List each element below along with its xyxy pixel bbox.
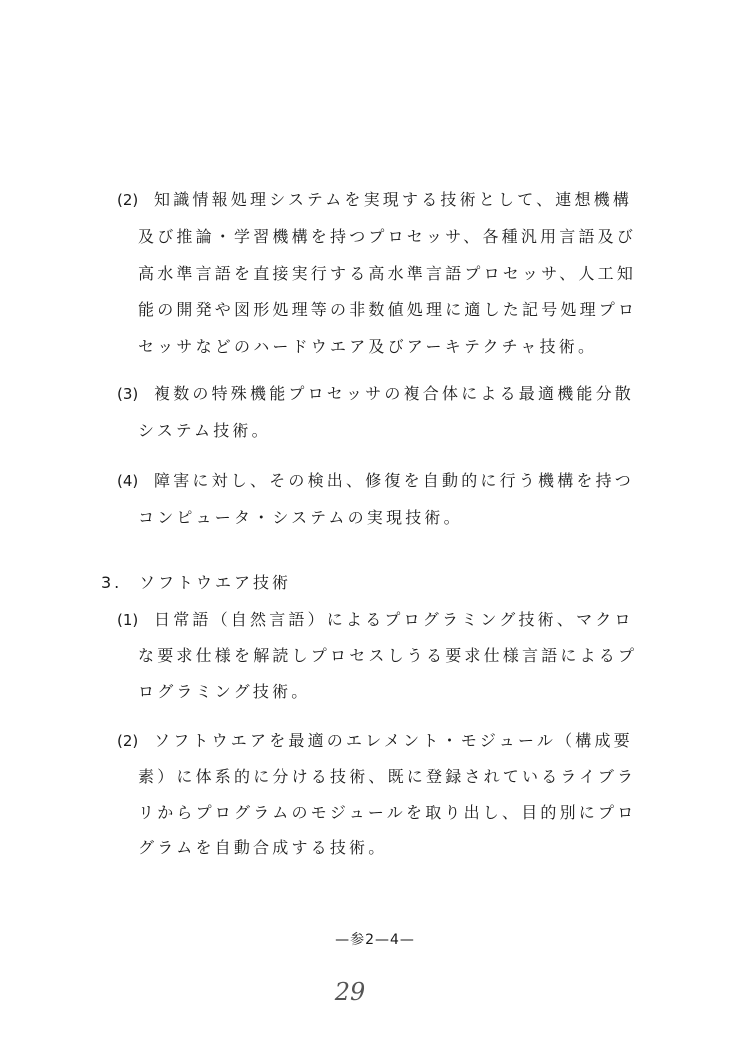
item-number: (4) bbox=[117, 472, 139, 490]
text-line: 能の開発や図形処理等の非数値処理に適した記号処理プロ bbox=[138, 300, 638, 319]
text-line: 知識情報処理システムを実現する技術として、連想機構 bbox=[154, 190, 633, 209]
item-number: (1) bbox=[117, 611, 139, 629]
text-line: 及び推論・学習機構を持つプロセッサ、各種汎用言語及び bbox=[138, 227, 637, 246]
text-line: リからプログラムのモジュールを取り出し、目的別にプロ bbox=[138, 803, 637, 822]
text-line: 複数の特殊機能プロセッサの複合体による最適機能分散 bbox=[154, 384, 635, 403]
page-footer: —参2—4— bbox=[335, 932, 415, 948]
text-line: グラムを自動合成する技術。 bbox=[138, 838, 388, 857]
item-number: (2) bbox=[117, 732, 139, 750]
text-line: 高水準言語を直接実行する高水準言語プロセッサ、人工知 bbox=[138, 264, 637, 283]
text-line: ソフトウエアを最適のエレメント・モジュール（構成要 bbox=[154, 731, 633, 750]
text-line: セッサなどのハードウエア及びアーキテクチャ技術。 bbox=[138, 337, 598, 356]
handwritten-page-number: 29 bbox=[334, 978, 366, 1006]
item-number: (3) bbox=[117, 385, 139, 403]
text-line: 障害に対し、その検出、修復を自動的に行う機構を持つ bbox=[154, 471, 635, 490]
heading-title: ソフトウエア技術 bbox=[139, 573, 292, 592]
text-line: 日常語（自然言語）によるプログラミング技術、マクロ bbox=[154, 610, 634, 629]
item-number: (2) bbox=[117, 191, 139, 209]
text-line: コンピュータ・システムの実現技術。 bbox=[138, 508, 463, 527]
text-line: ログラミング技術。 bbox=[138, 682, 311, 701]
text-line: な要求仕様を解読しプロセスしうる要求仕様言語によるプ bbox=[138, 646, 638, 665]
text-line: システム技術。 bbox=[138, 421, 271, 440]
heading-number: 3. bbox=[101, 573, 123, 592]
text-line: 素）に体系的に分ける技術、既に登録されているライブラ bbox=[138, 767, 637, 786]
